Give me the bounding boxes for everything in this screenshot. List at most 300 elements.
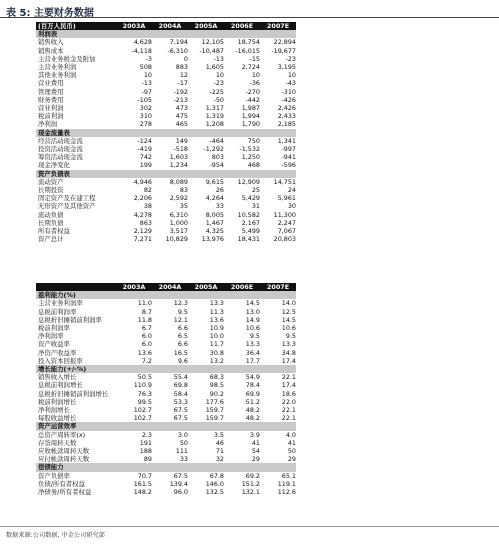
row-value: 18,754 (237, 38, 260, 47)
row-value: 30 (287, 202, 296, 211)
row-label: 筹资活动现金流 (38, 153, 83, 162)
table-row (36, 227, 296, 235)
row-value: 33 (215, 202, 224, 211)
row-value: 1,603 (169, 153, 188, 162)
row-value: 78.4 (245, 381, 260, 390)
table-row (36, 96, 296, 104)
row-value: 8,005 (205, 210, 224, 219)
row-value: 2,129 (133, 227, 152, 236)
row-value: 5,499 (241, 227, 260, 236)
row-value: -6,310 (167, 46, 188, 55)
table-row (36, 219, 296, 227)
table-row (36, 71, 296, 79)
table-row (36, 480, 296, 488)
table-row (36, 186, 296, 194)
table-row (36, 357, 296, 365)
section-row (36, 422, 296, 430)
row-label: 息税折旧摊销前利润率 (38, 315, 102, 324)
row-value: 12.1 (173, 315, 188, 324)
table-row (36, 211, 296, 219)
row-value: 2,426 (277, 104, 296, 113)
row-value: 149 (175, 136, 188, 145)
row-value: 1,000 (169, 218, 188, 227)
row-value: 48.2 (245, 406, 260, 415)
row-value: 3.0 (177, 430, 188, 439)
row-value: 7.2 (141, 356, 152, 365)
financial-table-2 (36, 283, 296, 496)
row-label: 营业利润 (38, 104, 64, 113)
row-value: 302 (139, 104, 152, 113)
footer-divider (0, 526, 499, 527)
row-value: -43 (285, 79, 296, 88)
row-value: 14.5 (281, 315, 296, 324)
table-row (36, 455, 296, 463)
row-value: 13.2 (209, 356, 224, 365)
table-row (36, 202, 296, 210)
row-value: 83 (179, 186, 188, 195)
row-value: 473 (175, 104, 188, 113)
row-value: 1,605 (205, 63, 224, 72)
year-header: 2007E (260, 22, 296, 30)
row-value: 24 (287, 186, 296, 195)
row-value: -1,532 (239, 145, 260, 154)
row-value: 10.6 (245, 324, 260, 333)
row-value: 2,724 (241, 63, 260, 72)
section-title: 资产负债表 (36, 170, 296, 178)
row-value: 5,429 (241, 194, 260, 203)
row-value: 191 (139, 438, 152, 447)
row-value: 31 (251, 202, 260, 211)
row-label: 销售收入增长 (38, 373, 77, 382)
header-row (36, 22, 296, 30)
row-value: 10,829 (165, 235, 188, 244)
year-header: 2004A (152, 283, 188, 291)
year-header: 2005A (188, 283, 224, 291)
header-unit: (百万人民币) (36, 22, 116, 30)
row-value: 7,067 (277, 227, 296, 236)
row-value: 67.5 (173, 414, 188, 423)
row-value: 50.5 (137, 373, 152, 382)
section-title: 资产运营效率 (36, 422, 296, 430)
row-value: 71 (215, 447, 224, 456)
table-row (36, 439, 296, 447)
row-value: 29 (251, 455, 260, 464)
row-value: 53.3 (173, 397, 188, 406)
row-label: 长期投资 (38, 186, 64, 195)
row-value: 3.9 (249, 430, 260, 439)
row-label: 投资活动现金流 (38, 145, 83, 154)
row-value: 12.5 (281, 307, 296, 316)
row-value: 4,264 (205, 194, 224, 203)
row-label: 负债/所有者权益 (38, 479, 85, 488)
row-value: 4,278 (133, 210, 152, 219)
section-row (36, 129, 296, 137)
row-value: 1,987 (241, 104, 260, 113)
table-row (36, 88, 296, 96)
row-value: 1,467 (205, 218, 224, 227)
table-row (36, 112, 296, 120)
row-label: 每股收益增长 (38, 414, 77, 423)
row-value: 18,431 (237, 235, 260, 244)
row-value: 139.4 (169, 479, 188, 488)
row-value: 803 (211, 153, 224, 162)
table-row (36, 472, 296, 480)
table-row (36, 299, 296, 307)
row-value: 6.6 (177, 324, 188, 333)
row-value: 50 (287, 447, 296, 456)
row-value: 11,300 (273, 210, 296, 219)
row-value: -23 (285, 54, 296, 63)
title-divider (0, 17, 499, 18)
row-value: 1,994 (241, 112, 260, 121)
year-header: 2006E (224, 283, 260, 291)
row-value: -50 (213, 95, 224, 104)
row-value: 16.5 (173, 348, 188, 357)
row-value: 9.5 (285, 332, 296, 341)
row-value: 26 (215, 186, 224, 195)
row-value: 10 (215, 71, 224, 80)
row-value: 12 (179, 71, 188, 80)
row-value: 10 (287, 71, 296, 80)
row-value: 14.0 (281, 299, 296, 308)
row-value: 1,250 (241, 153, 260, 162)
row-value: 96.0 (173, 488, 188, 497)
table-row (36, 145, 296, 153)
table-row (36, 381, 296, 389)
row-label: 流动负债 (38, 210, 64, 219)
row-value: 38 (143, 202, 152, 211)
row-value: 5,961 (277, 194, 296, 203)
row-value: 7,194 (169, 38, 188, 47)
table-row (36, 447, 296, 455)
section-title: 现金流量表 (36, 129, 296, 137)
row-value: 58.4 (173, 389, 188, 398)
row-value: 18.6 (281, 389, 296, 398)
table-row (36, 120, 296, 128)
row-value: 177.6 (205, 397, 224, 406)
row-value: 22,894 (273, 38, 296, 47)
row-label: 息税折旧摊销前利润增长 (38, 389, 109, 398)
row-label: 所有者权益 (38, 227, 70, 236)
row-value: 750 (247, 136, 260, 145)
row-value: -13 (213, 54, 224, 63)
row-label: 固定资产及在建工程 (38, 194, 96, 203)
header-row (36, 283, 296, 291)
row-value: 36.4 (245, 348, 260, 357)
row-value: 76.3 (137, 389, 152, 398)
row-label: 应付帐款周转天数 (38, 455, 90, 464)
row-value: 13.0 (245, 307, 260, 316)
row-value: 465 (175, 120, 188, 129)
year-header: 2007E (260, 283, 296, 291)
row-value: 1,317 (205, 104, 224, 113)
table-row (36, 324, 296, 332)
row-value: 6.0 (141, 340, 152, 349)
row-value: 22.0 (281, 397, 296, 406)
row-label: 净资产收益率 (38, 348, 77, 357)
row-value: 475 (175, 112, 188, 121)
row-value: 22.1 (281, 406, 296, 415)
row-value: 54 (251, 447, 260, 456)
row-value: 8.7 (141, 307, 152, 316)
table-row (36, 235, 296, 243)
row-value: -124 (137, 136, 152, 145)
row-value: -426 (281, 95, 296, 104)
row-value: 1,341 (277, 136, 296, 145)
table-row (36, 178, 296, 186)
section-row (36, 170, 296, 178)
row-value: 67.5 (173, 471, 188, 480)
row-value: -15 (249, 54, 260, 63)
row-value: 161.5 (133, 479, 152, 488)
row-value: 0 (183, 54, 188, 63)
section-title: 偿债能力 (36, 463, 296, 471)
row-value: 20,803 (273, 235, 296, 244)
row-value: 41 (287, 438, 296, 447)
table-row (36, 79, 296, 87)
row-value: -225 (209, 87, 224, 96)
row-value: 69.2 (245, 471, 260, 480)
row-value: 3.5 (213, 430, 224, 439)
section-title: 盈利能力(%) (36, 291, 296, 299)
row-label: 管理费用 (38, 87, 64, 96)
table-row (36, 316, 296, 324)
table-row (36, 47, 296, 55)
row-label: 税前利润 (38, 112, 64, 121)
row-label: 息税前利润率 (38, 307, 77, 316)
row-value: 90.2 (209, 389, 224, 398)
row-value: 13.3 (209, 299, 224, 308)
row-label: 财务费用 (38, 95, 64, 104)
row-value: -419 (137, 145, 152, 154)
row-label: 主营业务税金及附加 (38, 54, 96, 63)
table-row (36, 431, 296, 439)
row-value: 13.6 (137, 348, 152, 357)
table-row (36, 349, 296, 357)
row-label: 长期负债 (38, 218, 64, 227)
row-value: 310 (139, 112, 152, 121)
row-label: 净利润 (38, 120, 58, 129)
table-row (36, 340, 296, 348)
row-value: 46 (215, 438, 224, 447)
row-value: 34.8 (281, 348, 296, 357)
row-value: 13.3 (245, 340, 260, 349)
row-value: 199 (139, 161, 152, 170)
section-row (36, 291, 296, 299)
row-value: 6,310 (169, 210, 188, 219)
row-value: -97 (141, 87, 152, 96)
row-value: 7,271 (133, 235, 152, 244)
row-value: -213 (173, 95, 188, 104)
row-value: -954 (209, 161, 224, 170)
year-header: 2006E (224, 22, 260, 30)
year-header: 2004A (152, 22, 188, 30)
row-label: 主营业务利润率 (38, 299, 83, 308)
row-value: 2,185 (277, 120, 296, 129)
row-value: 863 (139, 218, 152, 227)
section-title: 增长能力(+/-%) (36, 365, 296, 373)
row-value: 111 (175, 447, 188, 456)
row-value: 41 (251, 438, 260, 447)
row-value: -464 (209, 136, 224, 145)
row-label: 其他业务利润 (38, 71, 77, 80)
row-value: 82 (143, 186, 152, 195)
row-label: 净利润增长 (38, 406, 70, 415)
row-value: 17.7 (245, 356, 260, 365)
row-value: -997 (281, 145, 296, 154)
row-value: 146.0 (205, 479, 224, 488)
row-value: -192 (173, 87, 188, 96)
row-value: 151.2 (241, 479, 260, 488)
table-row (36, 390, 296, 398)
table-row (36, 406, 296, 414)
row-value: 132.1 (241, 488, 260, 497)
row-label: 税前利润增长 (38, 397, 77, 406)
row-label: 净利润率 (38, 332, 64, 341)
year-header: 2003A (116, 22, 152, 30)
row-value: 2,247 (277, 218, 296, 227)
row-value: 67.5 (173, 406, 188, 415)
row-value: 89 (143, 455, 152, 464)
header-unit (36, 283, 116, 291)
row-value: -4,118 (131, 46, 152, 55)
row-value: 2,167 (241, 218, 260, 227)
row-label: 主营业务利润 (38, 63, 77, 72)
row-value: 32 (215, 455, 224, 464)
row-value: 9.5 (249, 332, 260, 341)
row-value: 10 (251, 71, 260, 80)
row-value: 112.6 (277, 488, 296, 497)
row-value: 50 (179, 438, 188, 447)
row-value: 1,319 (205, 112, 224, 121)
table-row (36, 55, 296, 63)
year-header: 2003A (116, 283, 152, 291)
row-value: 468 (247, 161, 260, 170)
row-value: 2,206 (133, 194, 152, 203)
row-value: -3 (145, 54, 152, 63)
row-value: 22.1 (281, 414, 296, 423)
row-value: 4.0 (285, 430, 296, 439)
row-value: 6.7 (141, 324, 152, 333)
row-value: -16,015 (235, 46, 260, 55)
row-value: 8,089 (169, 177, 188, 186)
row-value: 119.1 (277, 479, 296, 488)
row-value: 22.1 (281, 373, 296, 382)
section-row (36, 365, 296, 373)
table-row (36, 488, 296, 496)
row-value: 29 (287, 455, 296, 464)
row-value: 2.3 (141, 430, 152, 439)
row-label: 资产总计 (38, 235, 64, 244)
row-label: 经营活动现金流 (38, 136, 83, 145)
section-row (36, 30, 296, 38)
row-value: 10.0 (209, 332, 224, 341)
row-value: -13 (141, 79, 152, 88)
row-label: 净债务/所有者权益 (38, 488, 92, 497)
row-value: 12,909 (237, 177, 260, 186)
row-value: -36 (249, 79, 260, 88)
table-row (36, 63, 296, 71)
row-value: 1,208 (205, 120, 224, 129)
row-value: 30.8 (209, 348, 224, 357)
row-value: 69.9 (245, 389, 260, 398)
row-value: 508 (139, 63, 152, 72)
row-value: -10,487 (199, 46, 224, 55)
table-row (36, 332, 296, 340)
row-value: 110.9 (133, 381, 152, 390)
table-row (36, 308, 296, 316)
row-label: 现金净变化 (38, 161, 70, 170)
row-value: 10.9 (209, 324, 224, 333)
table-row (36, 104, 296, 112)
table-row (36, 194, 296, 202)
row-value: 6.6 (177, 340, 188, 349)
section-row (36, 463, 296, 471)
row-value: -310 (281, 87, 296, 96)
row-value: 10,582 (237, 210, 260, 219)
row-value: 9,615 (205, 177, 224, 186)
row-value: 3,195 (277, 63, 296, 72)
row-value: 159.7 (205, 414, 224, 423)
row-value: -941 (281, 153, 296, 162)
row-value: 10.6 (281, 324, 296, 333)
row-value: 883 (175, 63, 188, 72)
row-value: 188 (139, 447, 152, 456)
row-value: 14.5 (245, 299, 260, 308)
row-label: 营业费用 (38, 79, 64, 88)
row-label: 无形资产及其他资产 (38, 202, 96, 211)
row-value: 69.8 (173, 381, 188, 390)
row-value: 48.2 (245, 414, 260, 423)
row-value: -23 (213, 79, 224, 88)
row-value: 742 (139, 153, 152, 162)
row-value: 1,234 (169, 161, 188, 170)
row-value: 11.0 (137, 299, 152, 308)
row-value: 12,105 (201, 38, 224, 47)
section-title: 利润表 (36, 30, 296, 38)
row-value: 13.3 (281, 340, 296, 349)
row-value: 6.0 (141, 332, 152, 341)
row-value: 6.5 (177, 332, 188, 341)
row-value: 17.4 (281, 381, 296, 390)
row-value: 4,628 (133, 38, 152, 47)
row-label: 息税前利润增长 (38, 381, 83, 390)
financial-table-1 (36, 22, 296, 243)
row-label: 销售成本 (38, 46, 64, 55)
row-value: -19,677 (271, 46, 296, 55)
row-value: 102.7 (133, 414, 152, 423)
row-value: -596 (281, 161, 296, 170)
row-value: 13.6 (209, 315, 224, 324)
row-value: 3,517 (169, 227, 188, 236)
row-value: 25 (251, 186, 260, 195)
row-value: 9.6 (177, 356, 188, 365)
row-value: 9.5 (177, 307, 188, 316)
row-value: 14.9 (245, 315, 260, 324)
row-value: 17.4 (281, 356, 296, 365)
row-value: 67.8 (209, 471, 224, 480)
row-value: 2,592 (169, 194, 188, 203)
row-label: 应收帐款周转天数 (38, 447, 90, 456)
row-value: 11.8 (137, 315, 152, 324)
row-value: -17 (177, 79, 188, 88)
row-value: 99.5 (137, 397, 152, 406)
row-value: 148.2 (133, 488, 152, 497)
row-value: 159.7 (205, 406, 224, 415)
row-value: 4,325 (205, 227, 224, 236)
row-value: 11.7 (209, 340, 224, 349)
row-value: 10 (143, 71, 152, 80)
